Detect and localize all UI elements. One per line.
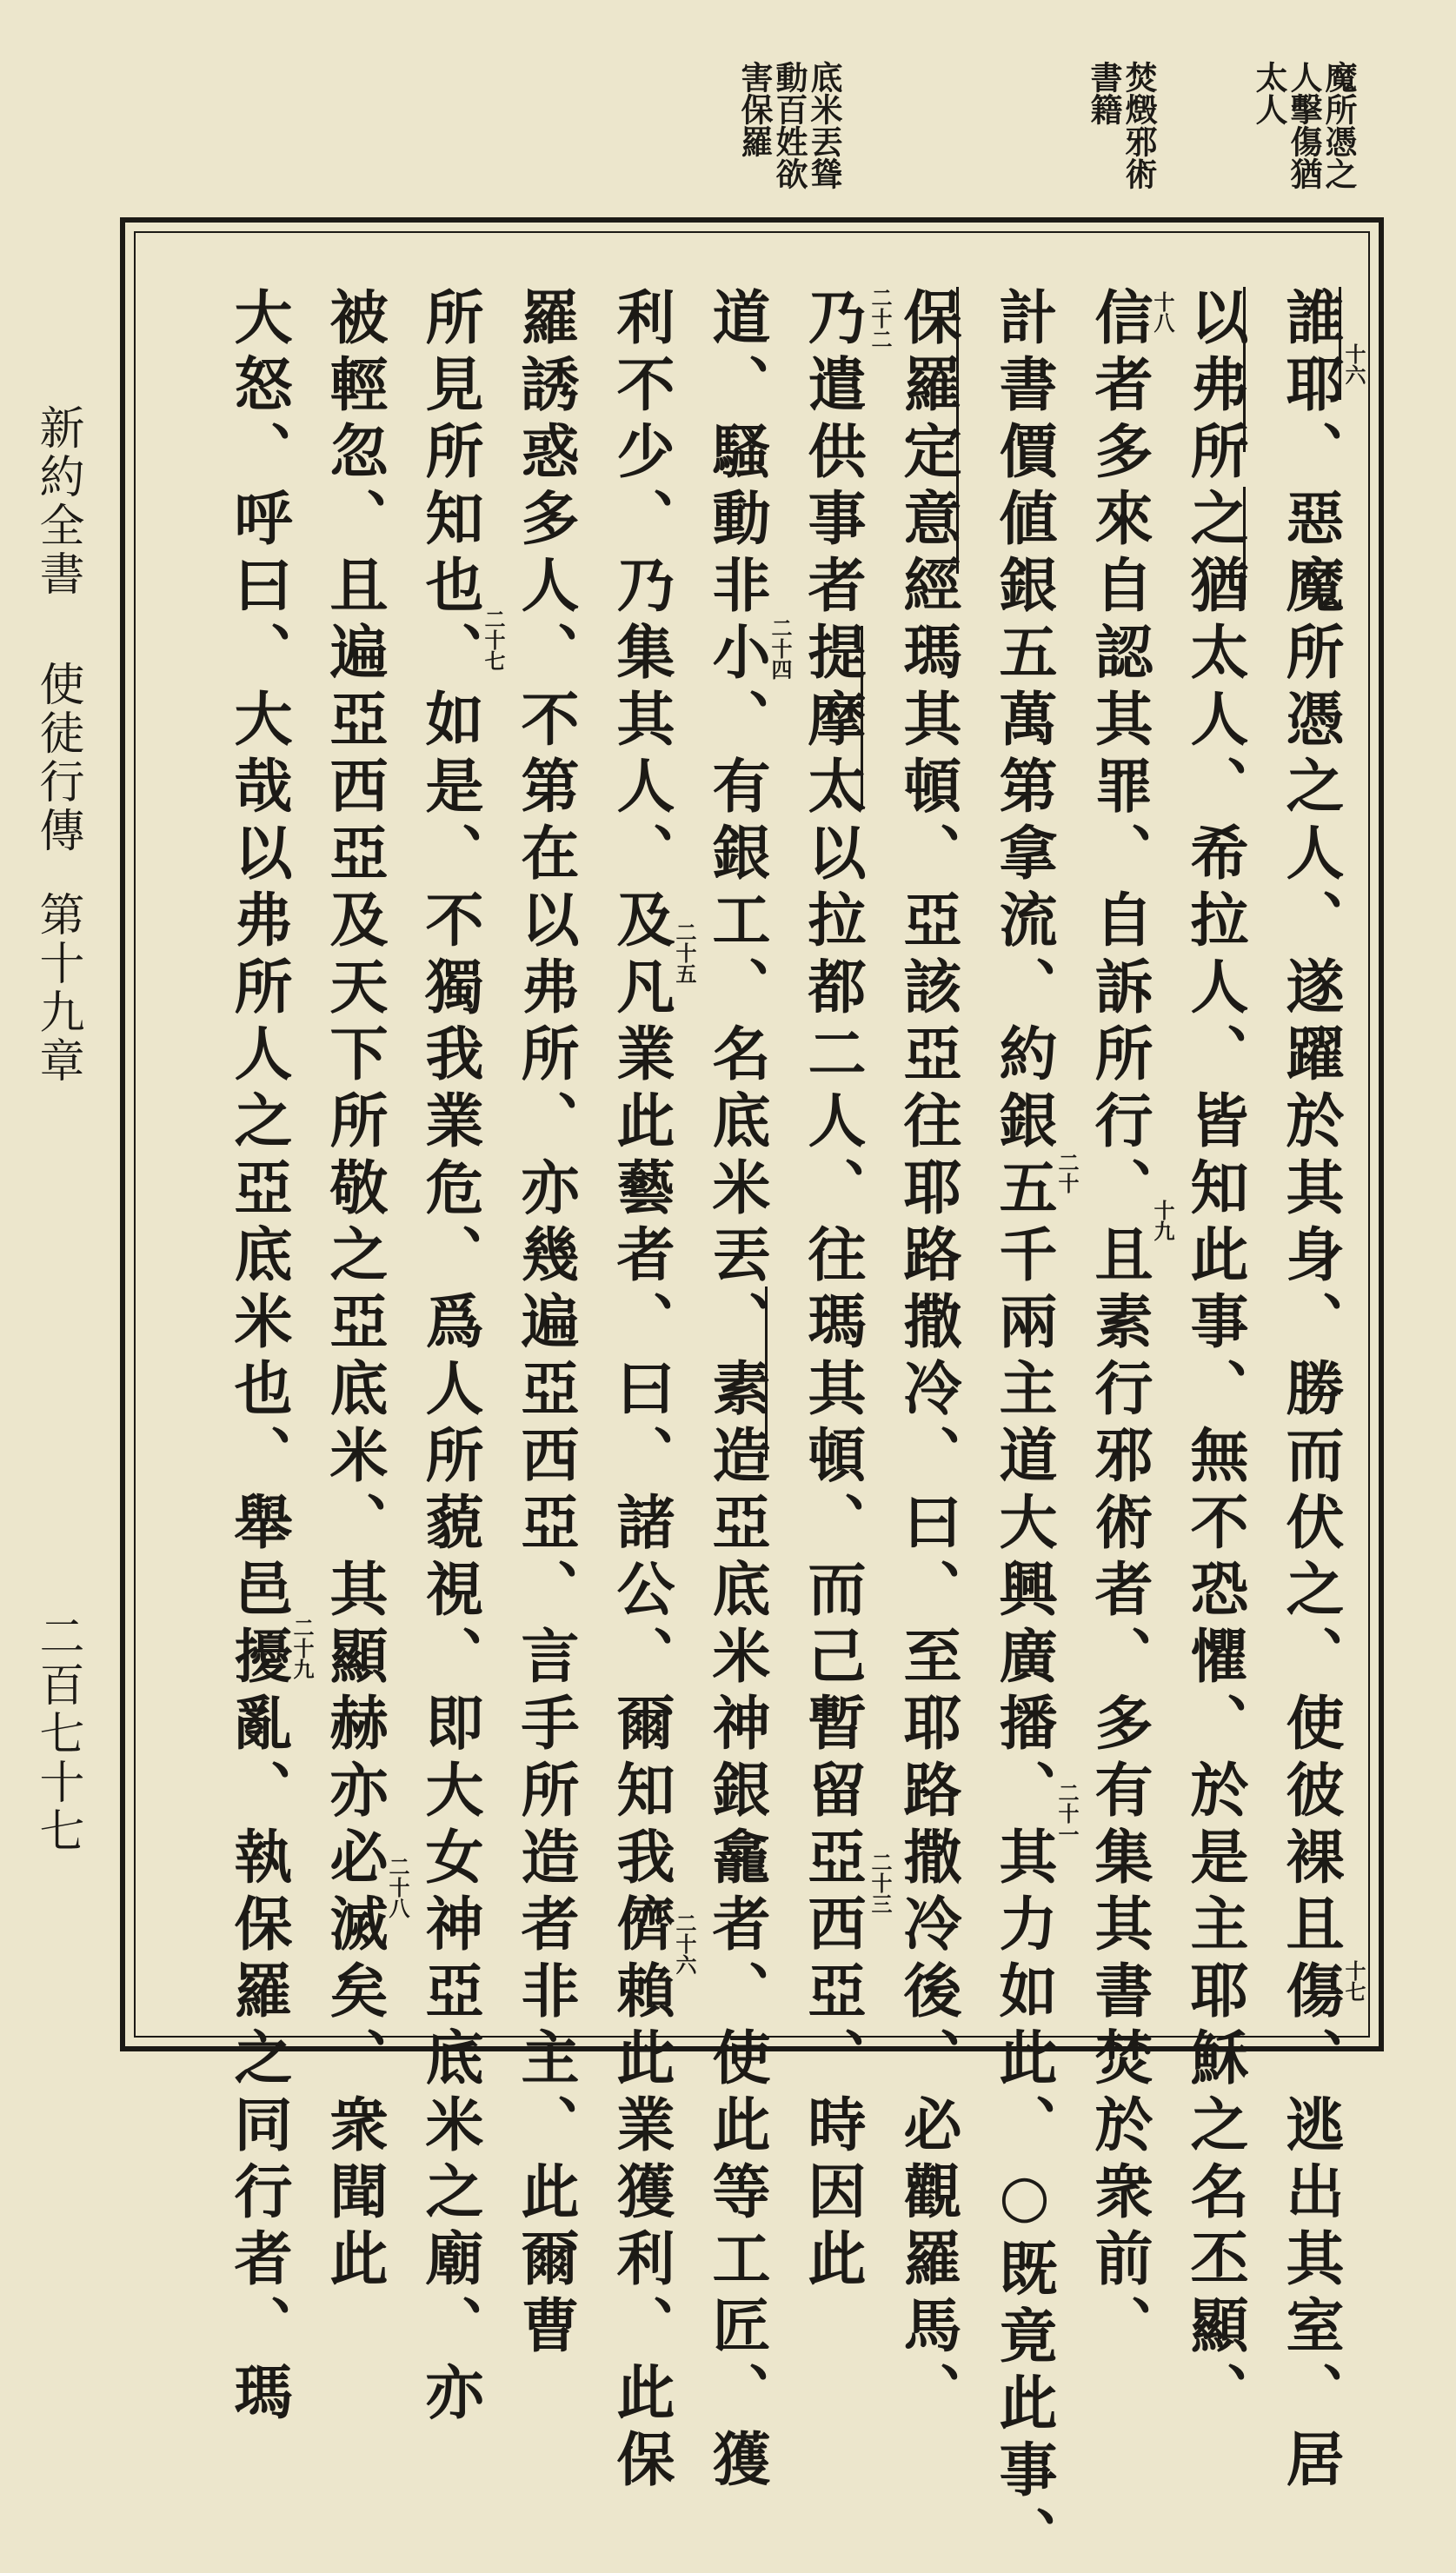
- name-line: [1243, 287, 1246, 452]
- verse-number: 二十六: [672, 1912, 697, 1975]
- text-column-12: 大怒、呼曰、大哉以弗所人之亞底米也、舉邑擾亂、執保羅之同行者、瑪: [225, 287, 294, 2429]
- name-line: [1243, 487, 1246, 600]
- verse-number: 十八: [1150, 291, 1175, 333]
- verse-number: 二十五: [672, 921, 697, 984]
- name-line: [956, 348, 959, 574]
- running-head-book: 新約全書: [31, 404, 83, 599]
- text-column-2: 以弗所之猶太人、希拉人、皆知此事、無不恐懼、於是主耶穌之名丕顯、: [1181, 287, 1250, 2429]
- name-line: [861, 626, 863, 808]
- text-column-11: 被輕忽、且遍亞西亞及天下所敬之亞底米、其顯赫亦必滅矣、衆聞此: [321, 287, 389, 2295]
- verse-number: 十七: [1341, 1960, 1366, 2002]
- verse-number: 十九: [1150, 1200, 1175, 1241]
- verse-number: 二十一: [1054, 1782, 1080, 1845]
- verse-number: 二十八: [385, 1856, 410, 1918]
- text-column-9: 羅誘惑多人、不第在以弗所、亦幾遍亞西亞、言手所造者非主、此爾曹: [512, 287, 581, 2362]
- running-head-chapter: 第十九章: [31, 891, 83, 1086]
- name-line: [765, 1286, 768, 1460]
- headnote-3: 底米丟聳 動百姓欲 害保羅: [735, 61, 843, 189]
- text-column-3: 信者多來自認其罪、自訴所行、且素行邪術者、多有集其書焚於衆前、: [1086, 287, 1154, 2362]
- headnote-2: 焚燬邪術 書籍: [1085, 61, 1158, 189]
- text-column-4: 計書價値銀五萬第拿流、約銀五千兩主道大興廣播、其力如此、○既竟此事、: [990, 287, 1059, 2573]
- headnote-1: 魔所憑之 人擊傷猶 太人: [1250, 61, 1358, 189]
- verse-number: 二十三: [868, 1852, 893, 1914]
- text-column-6: 乃遣供事者提摩太以拉都二人、往瑪其頓、而己暫留亞西亞、時因此: [799, 287, 868, 2295]
- verse-number: 二十四: [768, 617, 793, 680]
- text-column-10: 所見所知也、如是、不獨我業危、爲人所藐視、即大女神亞底米之廟、亦: [416, 287, 485, 2429]
- page-number: 二百七十七: [31, 1612, 83, 1856]
- verse-number: 二十二: [868, 287, 893, 349]
- text-column-1: 誰耶、惡魔所憑之人、遂躍於其身、勝而伏之、使彼裸且傷、逃出其室、居: [1277, 287, 1346, 2496]
- running-head-section: 使徒行傳: [31, 661, 83, 855]
- text-column-5: 保羅定意經瑪其頓、亞該亞往耶路撒冷、曰、至耶路撒冷後、必觀羅馬、: [894, 287, 963, 2429]
- verse-number: 二十九: [289, 1617, 315, 1679]
- verse-number: 二十: [1054, 1152, 1080, 1193]
- text-column-7: 道、騷動非小、有銀工、名底米丟、素造亞底米神銀龕者、使此等工匠、獲: [703, 287, 772, 2496]
- verse-number: 十六: [1341, 343, 1366, 385]
- verse-number: 二十七: [481, 608, 506, 671]
- text-column-8: 利不少、乃集其人、及凡業此藝者、曰、諸公、爾知我儕賴此業獲利、此保: [608, 287, 676, 2496]
